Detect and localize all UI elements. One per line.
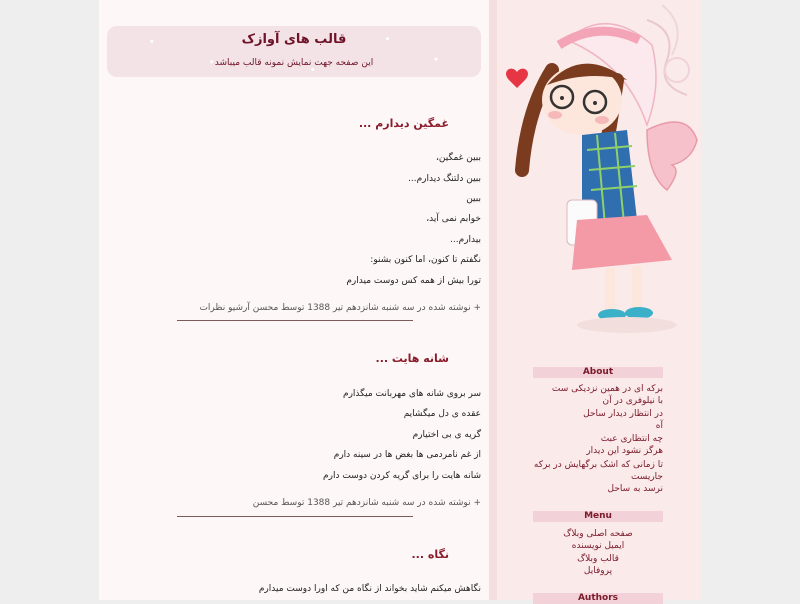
about-line: با نیلوفری در آن xyxy=(602,396,663,406)
blog-header xyxy=(107,26,481,77)
sidebar-heading-about: About xyxy=(533,367,663,378)
post-line: نگاهش میکنم شاید بخواند از نگاه من که اورا دوست میدارم xyxy=(258,584,481,594)
post-line: ببین غمگین، xyxy=(436,153,481,163)
post-line: خوابم نمی آید، xyxy=(426,214,481,224)
post-title[interactable]: شانه هایت ... xyxy=(375,352,449,365)
about-line: تا زمانی که اشک برگهایش در برکه جاریست xyxy=(533,460,663,482)
post-divider xyxy=(177,516,413,517)
blog-description: این صفحه جهت نمایش نمونه قالب میباشد xyxy=(214,58,374,68)
post-line: سر بروی شانه های مهربانت میگذارم xyxy=(343,389,481,399)
menu-link-template[interactable]: قالب وبلاگ xyxy=(577,554,619,564)
post-line: تورا بیش از همه کس دوست میدارم xyxy=(346,276,481,286)
post-divider xyxy=(177,320,413,321)
heart-icon xyxy=(506,69,528,88)
post-line: ببین دلتنگ دیدارم... xyxy=(408,174,481,184)
column-divider xyxy=(489,0,497,600)
post-title[interactable]: نگاه ... xyxy=(411,548,449,561)
post-title[interactable]: غمگین دیدارم ... xyxy=(358,117,449,130)
post-line: عقده ی دل میگشایم xyxy=(403,409,481,419)
main-column xyxy=(99,0,489,600)
post-line: شانه هایت را برای گریه کردن دوست دارم xyxy=(323,471,481,481)
girl-illustration xyxy=(497,0,701,340)
post-line: از غم نامردمی ها بغض ها در سینه دارم xyxy=(333,450,481,460)
page xyxy=(99,0,701,603)
about-line: برکه ای در همین نزدیکی ست xyxy=(551,384,663,394)
menu-link-email[interactable]: ایمیل نویسنده xyxy=(571,541,625,551)
post-line: ببین xyxy=(466,194,481,204)
post-line: بیدارم... xyxy=(450,235,481,245)
post-line: گریه ی بی اختیارم xyxy=(412,430,481,440)
sidebar-heading-menu: Menu xyxy=(533,511,663,522)
post-meta[interactable]: + نوشته شده در سه شنبه شانزدهم تیر 1388 توسط محسن xyxy=(252,498,481,508)
about-line: در انتظار دیدار ساحل xyxy=(583,409,663,419)
blog-title[interactable]: قالب های آوازک xyxy=(241,32,347,47)
about-line: آه xyxy=(655,421,663,431)
menu-link-profile[interactable]: پروفایل xyxy=(583,566,613,576)
about-line: هرگز نشود این دیدار xyxy=(586,446,663,456)
menu-link-home[interactable]: صفحه اصلی وبلاگ xyxy=(563,529,633,539)
post-line: نگفتم تا کنون، اما کنون بشنو: xyxy=(370,255,481,265)
sidebar-heading-authors: Authors xyxy=(533,593,663,604)
about-line: چه انتظاری عبث xyxy=(600,434,663,444)
about-line: نرسد به ساحل xyxy=(607,484,663,494)
post-meta[interactable]: + نوشته شده در سه شنبه شانزدهم تیر 1388 توسط محسن آرشیو نظرات xyxy=(199,303,481,313)
